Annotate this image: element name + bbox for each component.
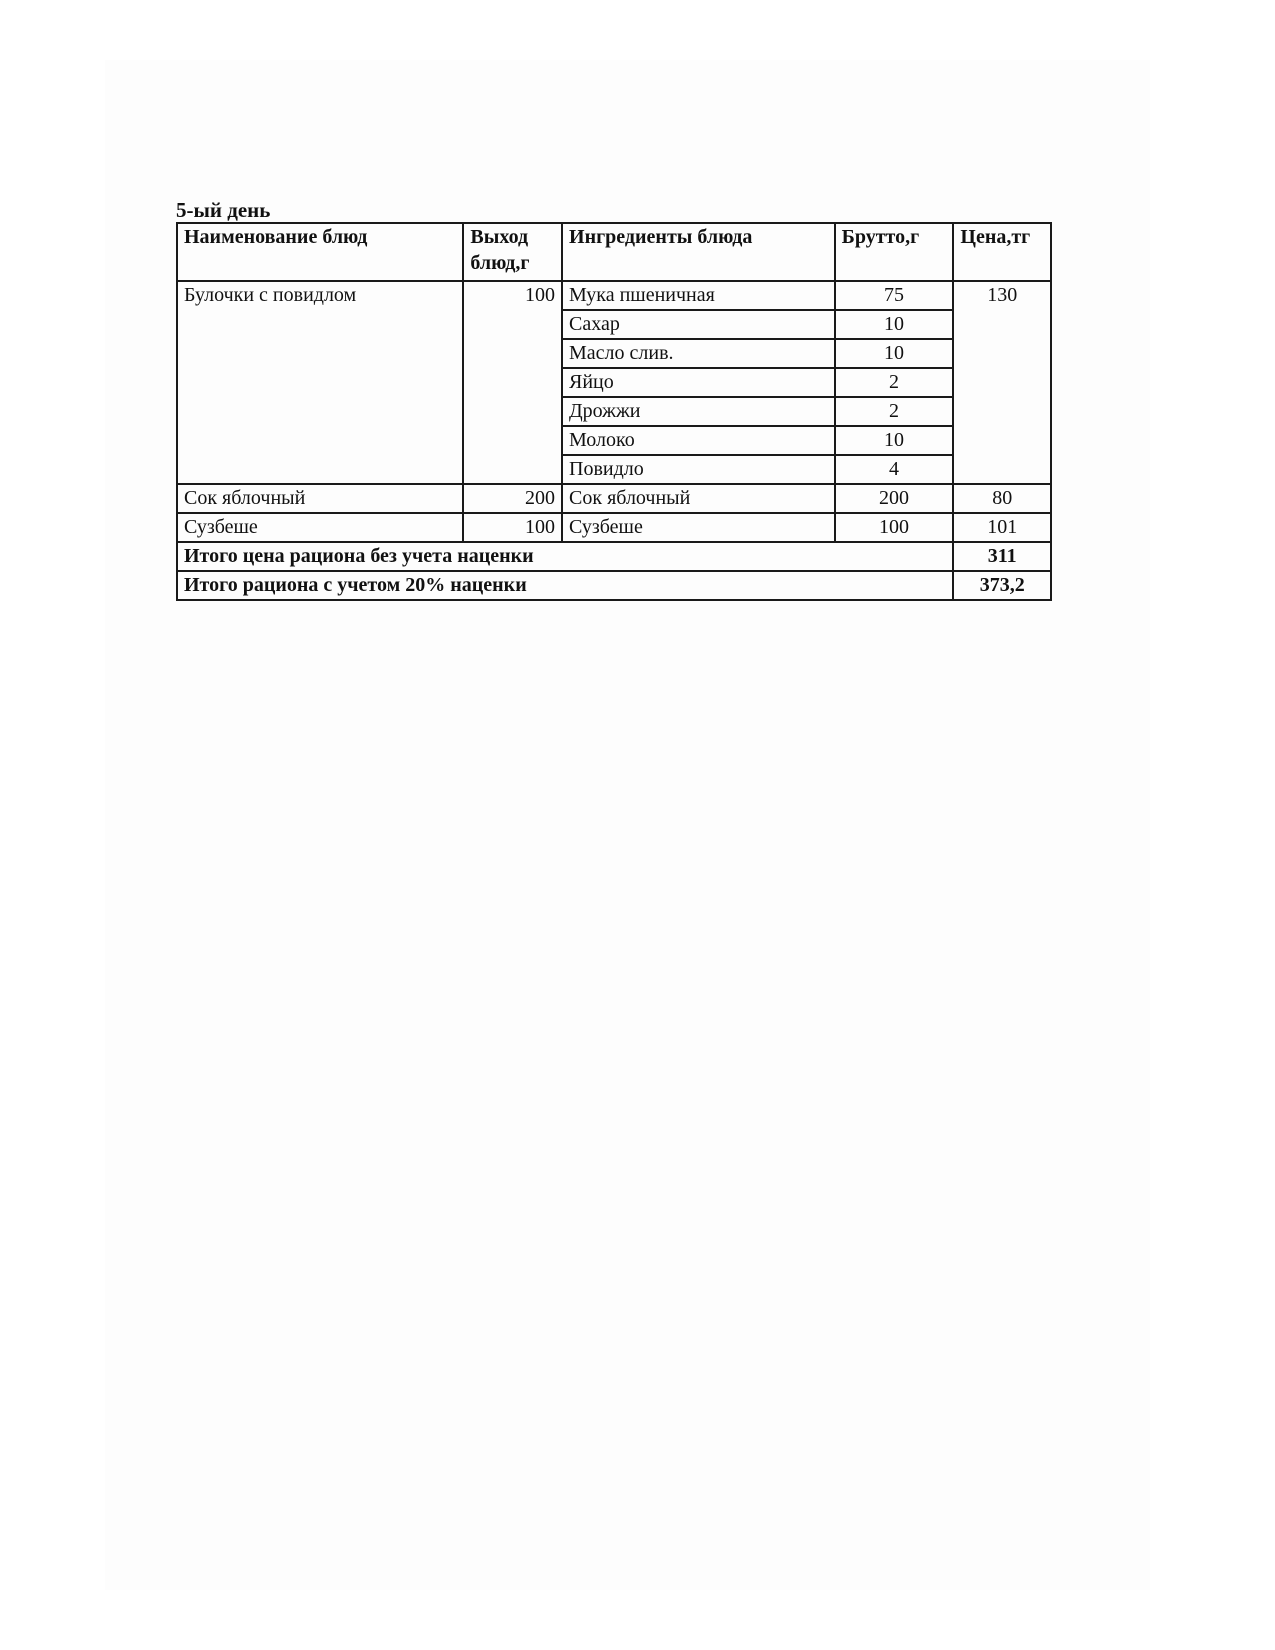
menu-table <box>176 222 1052 601</box>
ingredient-gross: 200 <box>835 484 954 513</box>
dish-yield: 100 <box>463 281 562 484</box>
ingredient-gross: 2 <box>835 397 954 426</box>
header-dish: Наименование блюд <box>177 223 463 281</box>
total-label: Итого цена рациона без учета наценки <box>177 542 953 571</box>
header-yield: Выход блюд,г <box>463 223 562 281</box>
ingredient-name: Молоко <box>562 426 835 455</box>
ingredient-gross: 10 <box>835 426 954 455</box>
ingredient-name: Сахар <box>562 310 835 339</box>
ingredient-name: Дрожжи <box>562 397 835 426</box>
header-price: Цена,тг <box>953 223 1051 281</box>
total-row <box>177 571 1051 600</box>
total-value: 311 <box>953 542 1051 571</box>
total-row <box>177 542 1051 571</box>
ingredient-gross: 75 <box>835 281 954 310</box>
table-row <box>177 513 1051 542</box>
dish-yield: 100 <box>463 513 562 542</box>
ingredient-name: Яйцо <box>562 368 835 397</box>
dish-name: Сок яблочный <box>177 484 463 513</box>
ingredient-name: Мука пшеничная <box>562 281 835 310</box>
day-title: 5-ый день <box>176 198 271 222</box>
total-label: Итого рациона с учетом 20% наценки <box>177 571 953 600</box>
dish-name: Сузбеше <box>177 513 463 542</box>
table-row <box>177 281 1051 310</box>
ingredient-name: Сок яблочный <box>562 484 835 513</box>
ingredient-gross: 10 <box>835 339 954 368</box>
ingredient-name: Сузбеше <box>562 513 835 542</box>
header-ingredients: Ингредиенты блюда <box>562 223 835 281</box>
ingredient-gross: 4 <box>835 455 954 484</box>
dish-price: 130 <box>953 281 1051 484</box>
table-header-row <box>177 223 1051 281</box>
dish-price: 80 <box>953 484 1051 513</box>
ingredient-gross: 2 <box>835 368 954 397</box>
ingredient-gross: 10 <box>835 310 954 339</box>
ingredient-gross: 100 <box>835 513 954 542</box>
table-row <box>177 484 1051 513</box>
dish-name: Булочки с повидлом <box>177 281 463 484</box>
dish-price: 101 <box>953 513 1051 542</box>
total-value: 373,2 <box>953 571 1051 600</box>
dish-yield: 200 <box>463 484 562 513</box>
header-gross: Брутто,г <box>835 223 954 281</box>
ingredient-name: Повидло <box>562 455 835 484</box>
ingredient-name: Масло слив. <box>562 339 835 368</box>
